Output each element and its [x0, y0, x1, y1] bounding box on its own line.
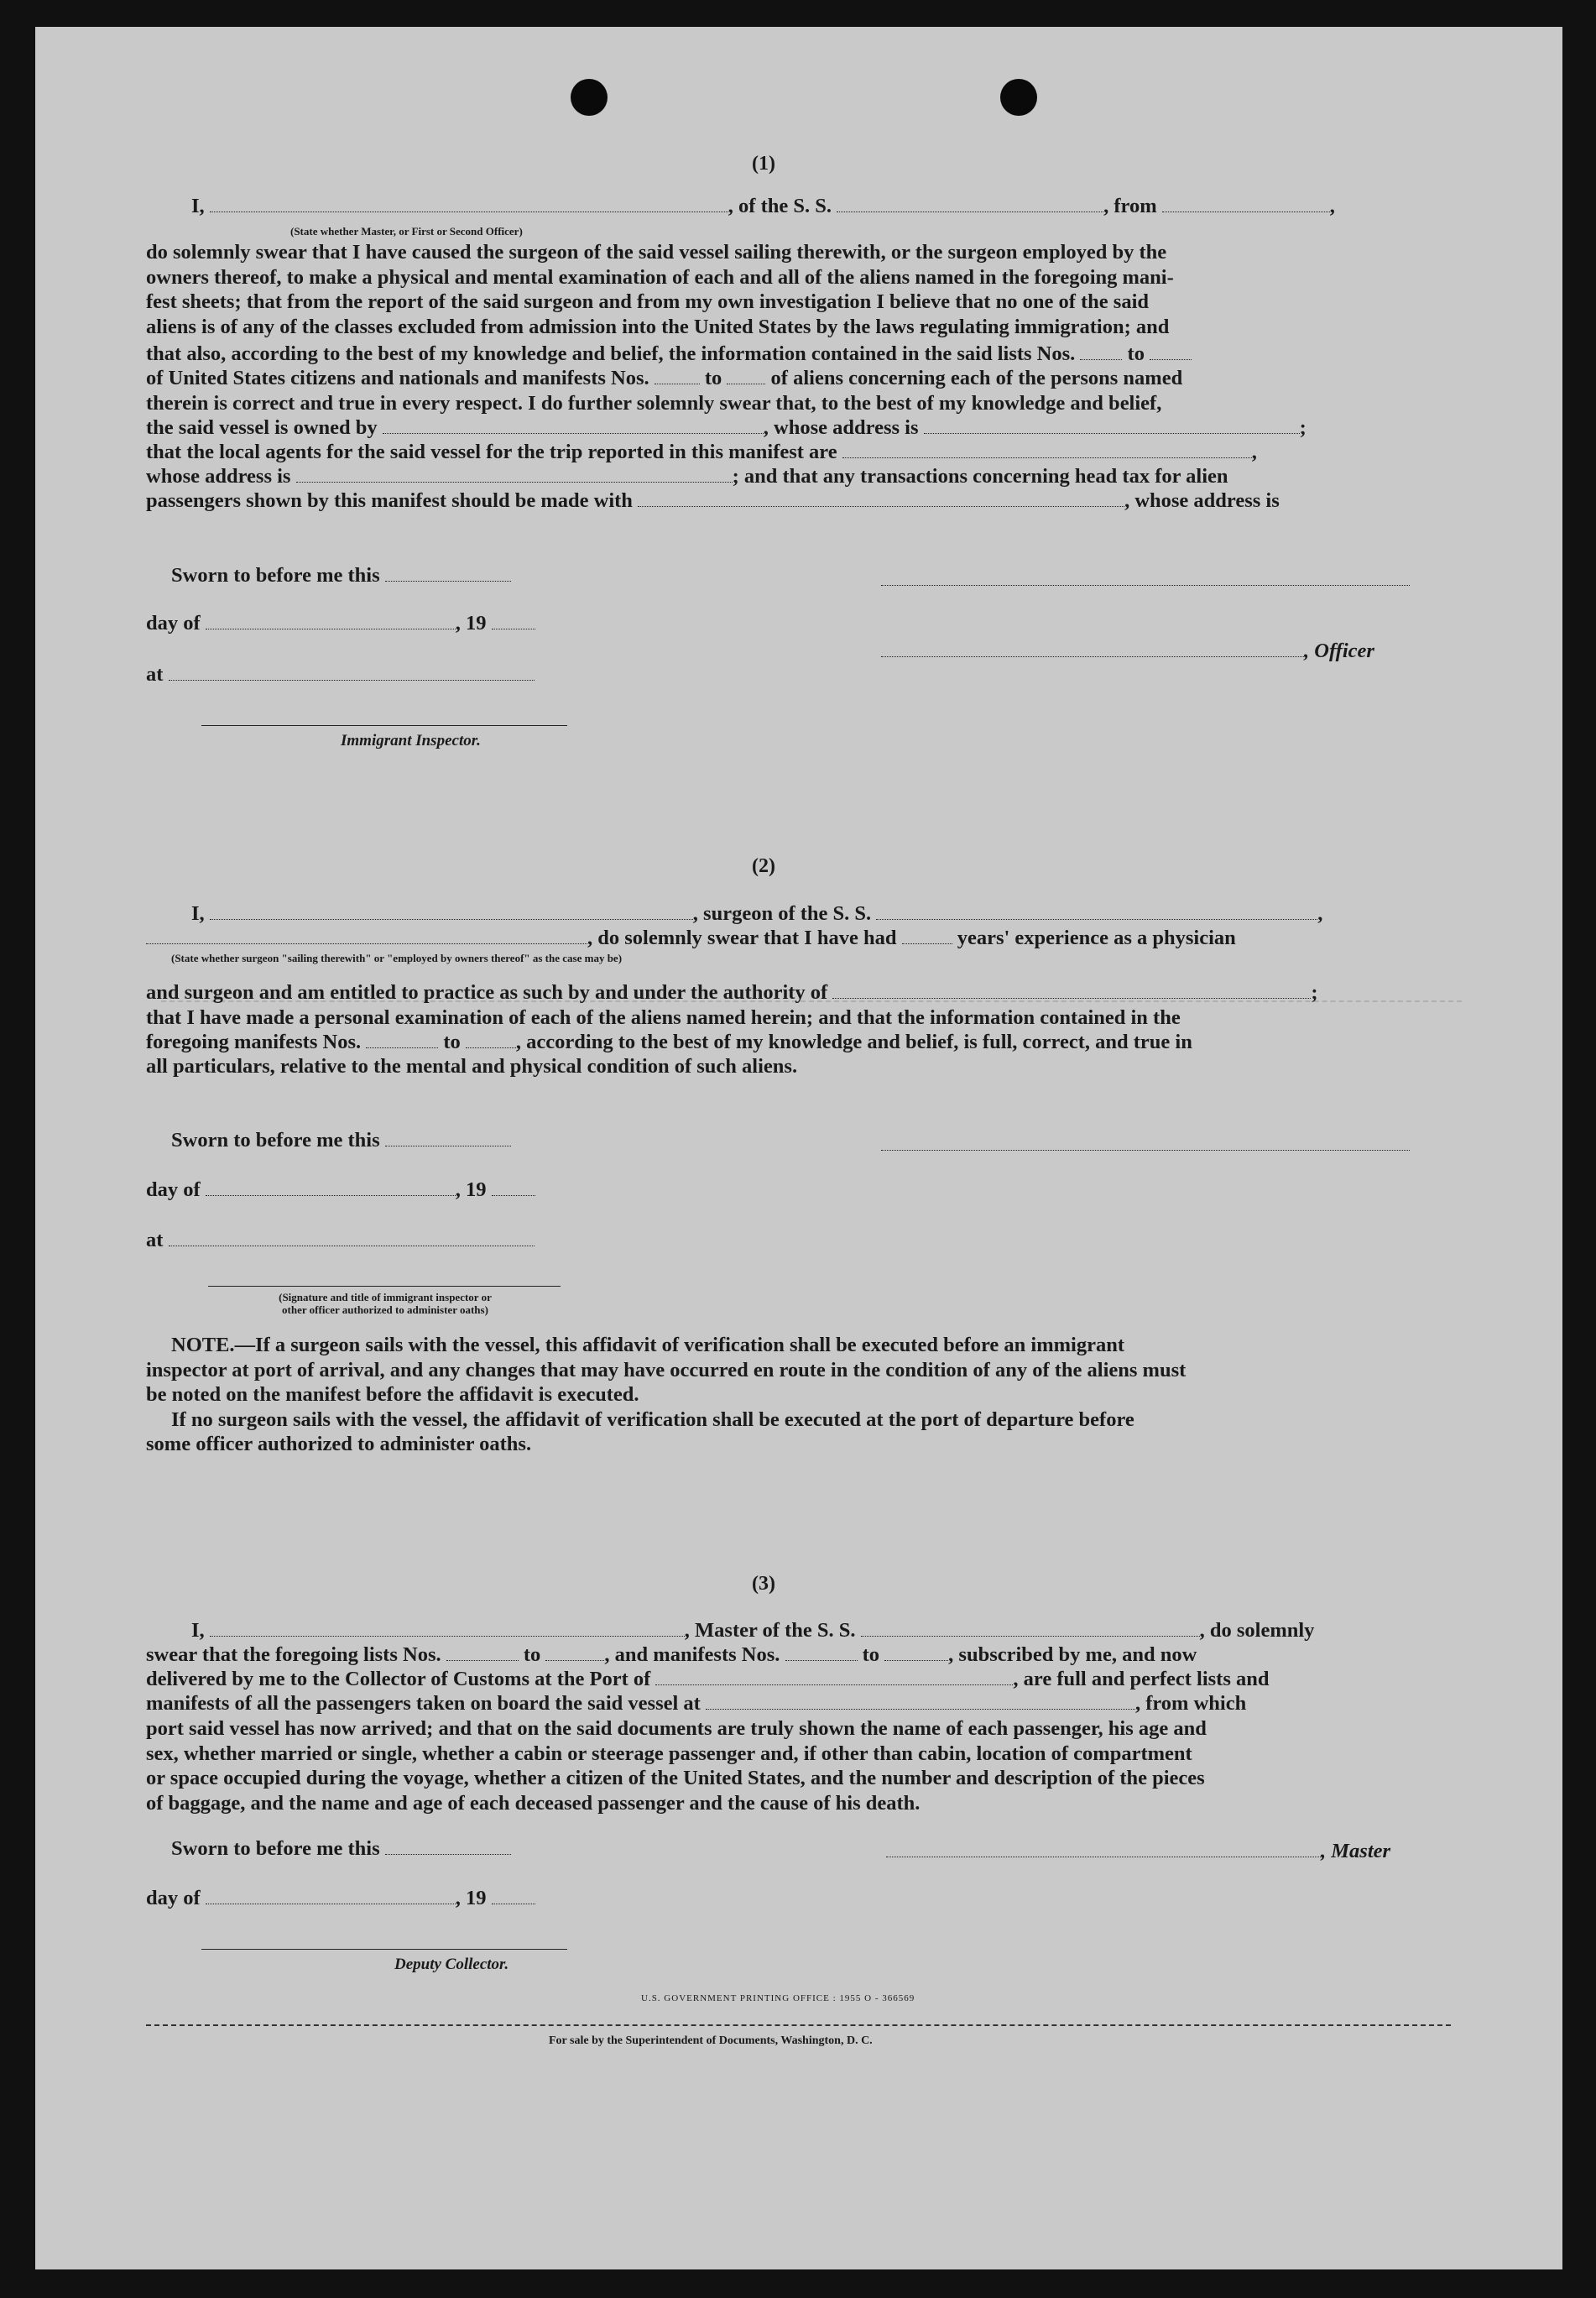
- s3-master-signature-blank[interactable]: [886, 1841, 1321, 1857]
- s1-passengers-text: passengers shown by this manifest should be made with: [146, 489, 633, 512]
- s2-signature-note-line: other officer authorized to administer oaths): [282, 1303, 488, 1316]
- s3-sworn-label: Sworn to before me this: [171, 1837, 380, 1860]
- s2-practice-line: [146, 981, 1318, 1005]
- s1-passengers-line: [146, 489, 1280, 513]
- s2-sworn-line: [171, 1129, 511, 1152]
- s1-agents-blank[interactable]: [842, 442, 1252, 458]
- s3-swear-line: [146, 1643, 1197, 1667]
- s1-agents-line: [146, 441, 1257, 464]
- s2-at-line: [146, 1229, 535, 1252]
- s2-manifests-line: [146, 1031, 1192, 1054]
- s3-year-blank[interactable]: [492, 1888, 535, 1904]
- s1-officer-note: (State whether Master, or First or Second Officer): [290, 225, 523, 238]
- s3-do-solemnly-label: , do solemnly: [1199, 1619, 1315, 1642]
- s1-opening-line: [191, 195, 1335, 218]
- s1-at-blank[interactable]: [169, 665, 535, 681]
- s2-note-line: If no surgeon sails with the vessel, the affidavit of verification shall be executed at the port of departure before: [171, 1408, 1134, 1431]
- s1-i-label: I,: [191, 195, 205, 217]
- s2-manifests-from-blank[interactable]: [366, 1032, 438, 1048]
- s3-swear-text-a: swear that the foregoing lists Nos.: [146, 1643, 441, 1666]
- s3-delivered-text-a: delivered by me to the Collector of Customs at the Port of: [146, 1668, 651, 1690]
- s2-note: [146, 1333, 1451, 1457]
- s1-citizens-line: [146, 367, 1182, 390]
- s2-year-blank[interactable]: [492, 1180, 535, 1196]
- s2-vessel-blank[interactable]: [876, 904, 1317, 920]
- s2-signature-note-line: (Signature and title of immigrant inspector or: [279, 1291, 492, 1303]
- s1-owner-blank[interactable]: [383, 418, 764, 434]
- s1-officer-line: [881, 640, 1374, 663]
- s2-note-line: inspector at port of arrival, and any changes that may have occurred en route in the condition of any of the aliens must: [146, 1358, 1187, 1381]
- s2-swear-text-b: years' experience as a physician: [957, 927, 1236, 949]
- s1-paragraph: [146, 240, 1451, 339]
- s3-day-line: [146, 1887, 535, 1910]
- footer-rule: [146, 2024, 1451, 2026]
- s3-manifests-text-b: , from which: [1134, 1692, 1247, 1715]
- s2-day-blank[interactable]: [206, 1180, 456, 1196]
- s3-delivered-text-b: , are full and perfect lists and: [1013, 1668, 1270, 1690]
- s1-from-label: , from: [1103, 195, 1157, 217]
- s2-manifests-text-b: , according to the best of my knowledge and belief, is full, correct, and true in: [515, 1031, 1192, 1053]
- s3-para-line: of baggage, and the name and age of each deceased passenger and the cause of his death.: [146, 1791, 921, 1815]
- s2-inspector-signature-line[interactable]: [208, 1286, 561, 1287]
- s1-semicolon: ;: [1299, 416, 1307, 439]
- s2-at-blank[interactable]: [169, 1230, 535, 1246]
- section-3-number: (3): [752, 1573, 775, 1595]
- s3-para-line: sex, whether married or single, whether a cabin or steerage passenger and, if other than cabin, location of compartment: [146, 1742, 1192, 1765]
- s2-note-label: NOTE.: [171, 1334, 235, 1356]
- s1-head-tax-address-label: , whose address is: [1124, 489, 1280, 512]
- s1-at-line: [146, 663, 535, 687]
- s2-note-text: —If a surgeon sails with the vessel, this affidavit of verification shall be executed before an immigrant: [234, 1334, 1125, 1356]
- s3-vessel-blank[interactable]: [861, 1621, 1200, 1637]
- punch-hole-left: [571, 79, 608, 116]
- s1-vessel-blank[interactable]: [837, 196, 1103, 212]
- s3-manifests-line: [146, 1692, 1246, 1716]
- s3-lists-to-blank[interactable]: [545, 1645, 604, 1661]
- s1-sworn-line: [171, 564, 511, 588]
- s1-head-tax-agent-blank[interactable]: [638, 491, 1124, 507]
- s2-surgeon-note: (State whether surgeon "sailing therewith" or "employed by owners thereof" as the case may be): [171, 952, 623, 964]
- s1-lists-to-blank[interactable]: [1150, 344, 1192, 360]
- s1-manifests-from-blank[interactable]: [655, 368, 700, 384]
- punch-hole-right: [1000, 79, 1037, 116]
- s2-sworn-label: Sworn to before me this: [171, 1129, 380, 1152]
- s1-agents-text: that the local agents for the said vessel for the trip reported in this manifest are: [146, 441, 837, 463]
- s1-citizens-text-a: of United States citizens and nationals and manifests Nos.: [146, 367, 649, 389]
- s1-owner-address-blank[interactable]: [924, 418, 1300, 434]
- s2-semicolon: ;: [1311, 981, 1318, 1004]
- s3-master-name-blank[interactable]: [210, 1621, 685, 1637]
- s1-officer-title-blank[interactable]: [881, 641, 1304, 657]
- s1-day-label: day of: [146, 612, 201, 635]
- s2-sworn-blank[interactable]: [385, 1131, 511, 1146]
- s1-to-label: to: [1127, 342, 1145, 365]
- s3-collector-signature-line[interactable]: [201, 1949, 567, 1950]
- s3-year-label: , 19: [455, 1887, 487, 1909]
- s2-surgeon-of-label: , surgeon of the S. S.: [692, 902, 872, 925]
- s2-day-label: day of: [146, 1178, 201, 1201]
- s1-comma: ,: [1329, 195, 1335, 217]
- s1-head-tax-text: ; and that any transactions concerning head tax for alien: [732, 465, 1228, 488]
- s1-owned-line: [146, 416, 1307, 440]
- s1-of-ss-label: , of the S. S.: [728, 195, 832, 217]
- s1-agents-comma: ,: [1251, 441, 1257, 463]
- s1-sworn-blank[interactable]: [385, 566, 511, 582]
- s2-particulars-line: all particulars, relative to the mental and physical condition of such aliens.: [146, 1055, 798, 1078]
- s3-paragraph: [146, 1716, 1451, 1815]
- s1-lists-text: that also, according to the best of my knowledge and belief, the information contained in the said lists Nos.: [146, 342, 1076, 365]
- s3-collector-label: Deputy Collector.: [394, 1956, 509, 1973]
- s1-whose-text: whose address is: [146, 465, 291, 488]
- for-sale-line: For sale by the Superintendent of Documents, Washington, D. C.: [549, 2034, 873, 2047]
- s1-correct-line: therein is correct and true in every respect. I do further solemnly swear that, to the best of my knowledge and belief,: [146, 392, 1162, 415]
- printing-office-line: U.S. GOVERNMENT PRINTING OFFICE : 1955 O - 366569: [641, 1993, 915, 2003]
- s3-sworn-line: [171, 1837, 511, 1861]
- s1-at-label: at: [146, 663, 164, 686]
- s3-to-label: to: [523, 1643, 541, 1666]
- s2-year-label: , 19: [455, 1178, 487, 1201]
- s2-at-label: at: [146, 1229, 164, 1251]
- s1-para-line: do solemnly swear that I have caused the surgeon of the said vessel sailing therewith, or the surgeon employed by the: [146, 241, 1167, 264]
- s1-whose-line: [146, 465, 1228, 488]
- s1-para-line: fest sheets; that from the report of the said surgeon and from my own investigation I believe that no one of the said: [146, 290, 1149, 313]
- s2-surgeon-type-blank[interactable]: [146, 928, 587, 944]
- s2-note-line: [146, 1333, 1451, 1358]
- s2-authority-blank[interactable]: [832, 983, 1311, 999]
- section-2-number: (2): [752, 855, 775, 877]
- s1-day-blank[interactable]: [206, 614, 456, 629]
- s1-officer-signature-line[interactable]: [881, 585, 1410, 586]
- s3-departure-port-blank[interactable]: [706, 1694, 1135, 1710]
- s3-master-label: , Master: [1321, 1840, 1391, 1862]
- s3-opening-line: [191, 1619, 1314, 1643]
- s3-delivered-line: [146, 1668, 1270, 1691]
- s3-master-of-label: , Master of the S. S.: [684, 1619, 856, 1642]
- s1-inspector-label: Immigrant Inspector.: [341, 732, 481, 749]
- s2-swear-line: [146, 927, 1236, 950]
- s2-note-line: some officer authorized to administer oaths.: [146, 1433, 532, 1455]
- s1-lists-line: [146, 342, 1192, 366]
- s3-para-line: or space occupied during the voyage, whether a citizen of the United States, and the number and description of the pieces: [146, 1767, 1205, 1789]
- s1-citizens-text-b: of aliens concerning each of the persons named: [770, 367, 1183, 389]
- s2-surgeon-name-blank[interactable]: [210, 904, 693, 920]
- s2-to-label: to: [443, 1031, 461, 1053]
- s3-para-line: port said vessel has now arrived; and that on the said documents are truly shown the name of each passenger, his age and: [146, 1717, 1207, 1740]
- s1-to-label-2: to: [704, 367, 722, 389]
- s2-i-label: I,: [191, 902, 205, 925]
- s3-manifests-from-blank[interactable]: [785, 1645, 858, 1661]
- s1-owned-text: the said vessel is owned by: [146, 416, 378, 439]
- s1-agents-address-blank[interactable]: [296, 467, 733, 483]
- s3-day-label: day of: [146, 1887, 201, 1909]
- s3-i-label: I,: [191, 1619, 205, 1642]
- s3-day-blank[interactable]: [206, 1888, 456, 1904]
- s2-note-line: be noted on the manifest before the affidavit is executed.: [146, 1383, 639, 1406]
- s3-manifests-to-blank[interactable]: [884, 1645, 948, 1661]
- s3-sworn-blank[interactable]: [385, 1839, 511, 1855]
- s1-inspector-signature-line[interactable]: [201, 725, 567, 726]
- s2-years-blank[interactable]: [902, 928, 952, 944]
- s1-year-label: , 19: [455, 612, 487, 635]
- s2-day-line: [146, 1178, 535, 1202]
- s3-swear-text-c: , subscribed by me, and now: [948, 1643, 1197, 1666]
- s1-officer-blank[interactable]: [210, 196, 728, 212]
- s3-port-blank[interactable]: [655, 1669, 1013, 1685]
- s3-master-line: [886, 1840, 1390, 1863]
- s3-lists-from-blank[interactable]: [446, 1645, 519, 1661]
- s3-to-label-2: to: [862, 1643, 880, 1666]
- s1-para-line: aliens is of any of the classes excluded from admission into the United States by the laws regulating immigration; and: [146, 315, 1170, 338]
- s2-surgeon-signature-line[interactable]: [881, 1150, 1410, 1151]
- s2-manifests-to-blank[interactable]: [466, 1032, 516, 1048]
- s1-officer-label: , Officer: [1304, 640, 1374, 662]
- s1-para-line: owners thereof, to make a physical and mental examination of each and all of the aliens named in the foregoing mani-: [146, 265, 1174, 289]
- s2-practice-text: and surgeon and am entitled to practice as such by and under the authority of: [146, 981, 828, 1004]
- s2-signature-note: [213, 1291, 557, 1316]
- s1-owner-address-label: , whose address is: [763, 416, 919, 439]
- s2-swear-text-a: , do solemnly swear that I have had: [587, 927, 897, 949]
- s2-exam-line: that I have made a personal examination of each of the aliens named herein; and that the information contained in the: [146, 1006, 1181, 1029]
- s1-lists-from-blank[interactable]: [1080, 344, 1122, 360]
- document-page: [35, 27, 1562, 2269]
- s3-manifests-text-a: manifests of all the passengers taken on board the said vessel at: [146, 1692, 701, 1715]
- s2-comma: ,: [1317, 902, 1323, 925]
- s1-day-line: [146, 612, 535, 635]
- s1-year-blank[interactable]: [492, 614, 535, 629]
- s2-opening-line: [191, 902, 1322, 926]
- s1-manifests-to-blank[interactable]: [727, 368, 765, 384]
- section-1-number: (1): [752, 153, 775, 175]
- s2-manifests-text-a: foregoing manifests Nos.: [146, 1031, 362, 1053]
- s1-sworn-label: Sworn to before me this: [171, 564, 380, 587]
- s1-from-blank[interactable]: [1162, 196, 1330, 212]
- s3-swear-text-b: , and manifests Nos.: [604, 1643, 780, 1666]
